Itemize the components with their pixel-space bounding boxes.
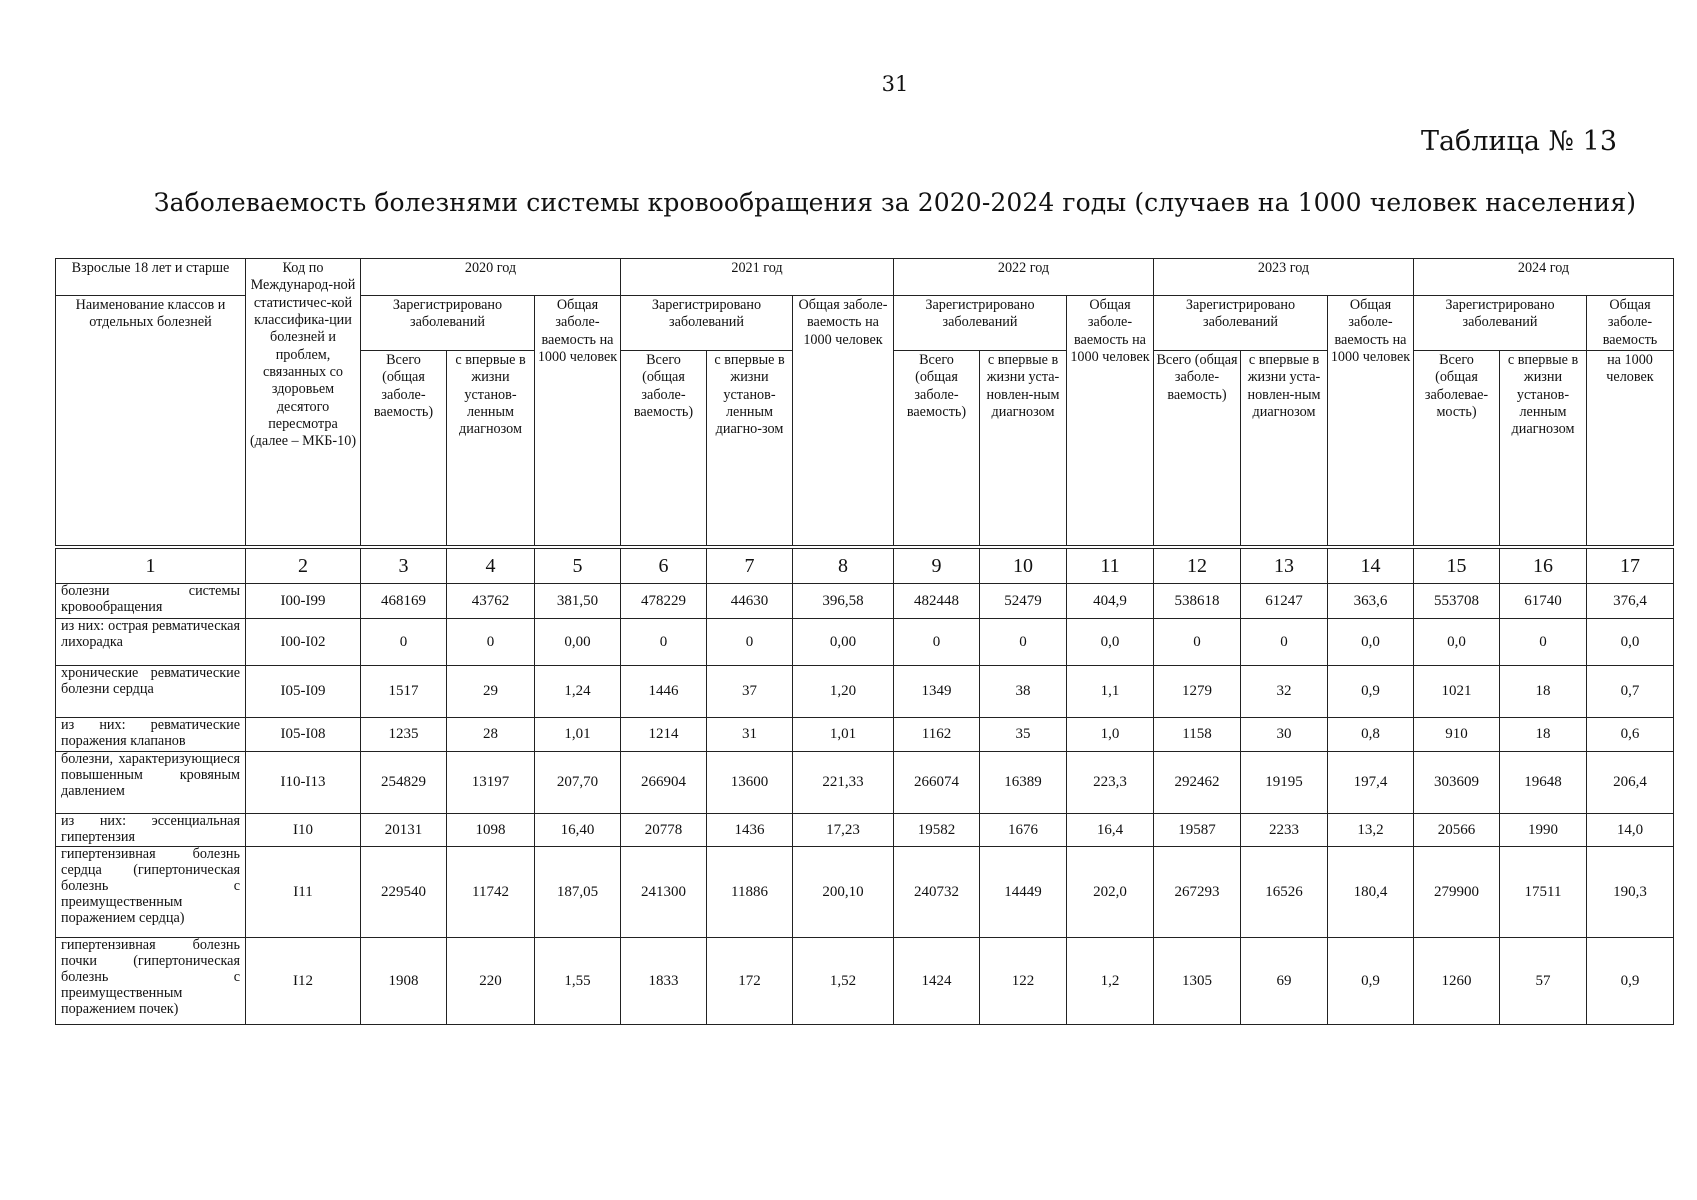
header-total: Всего (общая заболе-ваемость) bbox=[894, 350, 980, 545]
value-cell: 0 bbox=[707, 619, 793, 666]
value-cell: 52479 bbox=[980, 584, 1067, 619]
value-cell: 0,6 bbox=[1587, 718, 1674, 752]
table-row bbox=[56, 938, 1674, 1025]
value-cell: 478229 bbox=[621, 584, 707, 619]
value-cell: 13600 bbox=[707, 752, 793, 814]
column-number: 9 bbox=[894, 549, 980, 584]
value-cell: 1098 bbox=[447, 814, 535, 847]
value-cell: 31 bbox=[707, 718, 793, 752]
table-row bbox=[56, 847, 1674, 938]
value-cell: 16,40 bbox=[535, 814, 621, 847]
header-first: с впервые в жизни уста-новлен-ным диагнозом bbox=[980, 350, 1067, 545]
value-cell: 19195 bbox=[1241, 752, 1328, 814]
value-cell: 1214 bbox=[621, 718, 707, 752]
value-cell: 1349 bbox=[894, 666, 980, 718]
value-cell: 13,2 bbox=[1328, 814, 1414, 847]
value-cell: 206,4 bbox=[1587, 752, 1674, 814]
page-number: 31 bbox=[881, 72, 909, 96]
value-cell: 1235 bbox=[361, 718, 447, 752]
value-cell: 910 bbox=[1414, 718, 1500, 752]
value-cell: 553708 bbox=[1414, 584, 1500, 619]
value-cell: 29 bbox=[447, 666, 535, 718]
value-cell: 404,9 bbox=[1067, 584, 1154, 619]
header-total: Всего (общая заболе-ваемость) bbox=[361, 350, 447, 545]
value-cell: 0,9 bbox=[1328, 938, 1414, 1025]
value-cell: 61247 bbox=[1241, 584, 1328, 619]
disease-name-cell: болезни системы кровообращения bbox=[56, 584, 246, 619]
value-cell: 381,50 bbox=[535, 584, 621, 619]
value-cell: 38 bbox=[980, 666, 1067, 718]
header-first: с впервые в жизни установ-ленным диагно-зом bbox=[707, 350, 793, 545]
header-year-2021: 2021 год bbox=[621, 259, 894, 296]
value-cell: 1,55 bbox=[535, 938, 621, 1025]
value-cell: 44630 bbox=[707, 584, 793, 619]
value-cell: 200,10 bbox=[793, 847, 894, 938]
header-general-bottom: на 1000 человек bbox=[1587, 350, 1674, 545]
value-cell: 1424 bbox=[894, 938, 980, 1025]
value-cell: 0 bbox=[1241, 619, 1328, 666]
header-table bbox=[55, 258, 1674, 546]
disease-name-cell: из них: эссенциальная гипертензия bbox=[56, 814, 246, 847]
data-table bbox=[55, 548, 1674, 1025]
header-year-2023: 2023 год bbox=[1154, 259, 1414, 296]
header-general: Общая заболе-ваемость на 1000 человек bbox=[793, 296, 894, 546]
header-registered: Зарегистрировано заболеваний bbox=[1154, 296, 1328, 351]
header-year-2024: 2024 год bbox=[1414, 259, 1674, 296]
value-cell: 14,0 bbox=[1587, 814, 1674, 847]
value-cell: 30 bbox=[1241, 718, 1328, 752]
header-name: Наименование классов и отдельных болезней bbox=[56, 296, 246, 546]
value-cell: 468169 bbox=[361, 584, 447, 619]
value-cell: 18 bbox=[1500, 666, 1587, 718]
value-cell: 220 bbox=[447, 938, 535, 1025]
value-cell: 197,4 bbox=[1328, 752, 1414, 814]
header-total: Всего (общая заболе-ваемость) bbox=[621, 350, 707, 545]
disease-name-cell: из них: ревматические поражения клапанов bbox=[56, 718, 246, 752]
header-registered: Зарегистрировано заболеваний bbox=[361, 296, 535, 351]
icd-code-cell: I05-I08 bbox=[246, 718, 361, 752]
value-cell: 240732 bbox=[894, 847, 980, 938]
header-registered: Зарегистрировано заболеваний bbox=[621, 296, 793, 351]
value-cell: 1,01 bbox=[535, 718, 621, 752]
table-title: Заболеваемость болезнями системы кровообращения за 2020-2024 годы (случаев на 1000 человек населения) bbox=[153, 188, 1637, 217]
header-adults: Взрослые 18 лет и старше bbox=[56, 259, 246, 296]
value-cell: 241300 bbox=[621, 847, 707, 938]
header-total: Всего (общая заболе-ваемость) bbox=[1154, 350, 1241, 545]
icd-code-cell: I10 bbox=[246, 814, 361, 847]
value-cell: 13197 bbox=[447, 752, 535, 814]
value-cell: 35 bbox=[980, 718, 1067, 752]
header-general: Общая заболе-ваемость на 1000 человек bbox=[1067, 296, 1154, 546]
icd-code-cell: I11 bbox=[246, 847, 361, 938]
value-cell: 122 bbox=[980, 938, 1067, 1025]
table-row bbox=[56, 584, 1674, 619]
column-number: 1 bbox=[56, 549, 246, 584]
value-cell: 303609 bbox=[1414, 752, 1500, 814]
disease-name-cell: гипертензивная болезнь почки (гипертоническая болезнь с преимущественным поражением почек) bbox=[56, 938, 246, 1025]
value-cell: 20778 bbox=[621, 814, 707, 847]
value-cell: 221,33 bbox=[793, 752, 894, 814]
value-cell: 19582 bbox=[894, 814, 980, 847]
value-cell: 180,4 bbox=[1328, 847, 1414, 938]
value-cell: 190,3 bbox=[1587, 847, 1674, 938]
value-cell: 363,6 bbox=[1328, 584, 1414, 619]
table-row bbox=[56, 619, 1674, 666]
value-cell: 482448 bbox=[894, 584, 980, 619]
value-cell: 69 bbox=[1241, 938, 1328, 1025]
header-first: с впервые в жизни установ-ленным диагнозом bbox=[447, 350, 535, 545]
value-cell: 11742 bbox=[447, 847, 535, 938]
value-cell: 20131 bbox=[361, 814, 447, 847]
value-cell: 279900 bbox=[1414, 847, 1500, 938]
value-cell: 17,23 bbox=[793, 814, 894, 847]
header-registered: Зарегистрировано заболеваний bbox=[1414, 296, 1587, 351]
table-row bbox=[56, 666, 1674, 718]
column-number: 3 bbox=[361, 549, 447, 584]
value-cell: 1021 bbox=[1414, 666, 1500, 718]
value-cell: 1990 bbox=[1500, 814, 1587, 847]
value-cell: 0,0 bbox=[1067, 619, 1154, 666]
value-cell: 1517 bbox=[361, 666, 447, 718]
value-cell: 1,52 bbox=[793, 938, 894, 1025]
value-cell: 1162 bbox=[894, 718, 980, 752]
value-cell: 0 bbox=[980, 619, 1067, 666]
column-number: 8 bbox=[793, 549, 894, 584]
icd-code-cell: I05-I09 bbox=[246, 666, 361, 718]
value-cell: 0,00 bbox=[793, 619, 894, 666]
value-cell: 396,58 bbox=[793, 584, 894, 619]
value-cell: 1,24 bbox=[535, 666, 621, 718]
column-number: 14 bbox=[1328, 549, 1414, 584]
table-row bbox=[56, 718, 1674, 752]
value-cell: 267293 bbox=[1154, 847, 1241, 938]
value-cell: 1,1 bbox=[1067, 666, 1154, 718]
icd-code-cell: I00-I02 bbox=[246, 619, 361, 666]
value-cell: 254829 bbox=[361, 752, 447, 814]
value-cell: 266904 bbox=[621, 752, 707, 814]
disease-name-cell: гипертензивная болезнь сердца (гипертоническая болезнь с преимущественным поражением сердца) bbox=[56, 847, 246, 938]
header-general: Общая заболе-ваемость на 1000 человек bbox=[535, 296, 621, 546]
disease-name-cell: болезни, характеризующиеся повышенным кровяным давлением bbox=[56, 752, 246, 814]
value-cell: 43762 bbox=[447, 584, 535, 619]
value-cell: 229540 bbox=[361, 847, 447, 938]
value-cell: 0,9 bbox=[1328, 666, 1414, 718]
column-number: 11 bbox=[1067, 549, 1154, 584]
value-cell: 0 bbox=[1154, 619, 1241, 666]
icd-code-cell: I00-I99 bbox=[246, 584, 361, 619]
value-cell: 1305 bbox=[1154, 938, 1241, 1025]
value-cell: 0,00 bbox=[535, 619, 621, 666]
header-general: Общая заболе-ваемость на 1000 человек bbox=[1328, 296, 1414, 546]
header-year-2022: 2022 год bbox=[894, 259, 1154, 296]
value-cell: 1676 bbox=[980, 814, 1067, 847]
value-cell: 0 bbox=[621, 619, 707, 666]
value-cell: 1260 bbox=[1414, 938, 1500, 1025]
value-cell: 16526 bbox=[1241, 847, 1328, 938]
value-cell: 1158 bbox=[1154, 718, 1241, 752]
header-first: с впервые в жизни установ-ленным диагнозом bbox=[1500, 350, 1587, 545]
value-cell: 266074 bbox=[894, 752, 980, 814]
icd-code-cell: I12 bbox=[246, 938, 361, 1025]
header-first: с впервые в жизни уста-новлен-ным диагнозом bbox=[1241, 350, 1328, 545]
column-number-row bbox=[56, 549, 1674, 584]
value-cell: 376,4 bbox=[1587, 584, 1674, 619]
value-cell: 37 bbox=[707, 666, 793, 718]
disease-name-cell: хронические ревматические болезни сердца bbox=[56, 666, 246, 718]
column-number: 12 bbox=[1154, 549, 1241, 584]
value-cell: 187,05 bbox=[535, 847, 621, 938]
value-cell: 16389 bbox=[980, 752, 1067, 814]
header-registered: Зарегистрировано заболеваний bbox=[894, 296, 1067, 351]
header-year-2020: 2020 год bbox=[361, 259, 621, 296]
column-number: 13 bbox=[1241, 549, 1328, 584]
value-cell: 0,0 bbox=[1414, 619, 1500, 666]
value-cell: 0 bbox=[361, 619, 447, 666]
value-cell: 202,0 bbox=[1067, 847, 1154, 938]
value-cell: 0 bbox=[894, 619, 980, 666]
icd-code-cell: I10-I13 bbox=[246, 752, 361, 814]
value-cell: 0 bbox=[1500, 619, 1587, 666]
header-general-top: Общая заболе-ваемость bbox=[1587, 296, 1674, 351]
value-cell: 1,20 bbox=[793, 666, 894, 718]
value-cell: 0,7 bbox=[1587, 666, 1674, 718]
value-cell: 1,2 bbox=[1067, 938, 1154, 1025]
value-cell: 0,0 bbox=[1587, 619, 1674, 666]
column-number: 2 bbox=[246, 549, 361, 584]
header-total: Всего (общая заболевае-мость) bbox=[1414, 350, 1500, 545]
value-cell: 1833 bbox=[621, 938, 707, 1025]
value-cell: 19648 bbox=[1500, 752, 1587, 814]
value-cell: 0,0 bbox=[1328, 619, 1414, 666]
value-cell: 292462 bbox=[1154, 752, 1241, 814]
value-cell: 1908 bbox=[361, 938, 447, 1025]
value-cell: 223,3 bbox=[1067, 752, 1154, 814]
value-cell: 18 bbox=[1500, 718, 1587, 752]
column-number: 7 bbox=[707, 549, 793, 584]
value-cell: 19587 bbox=[1154, 814, 1241, 847]
value-cell: 11886 bbox=[707, 847, 793, 938]
value-cell: 538618 bbox=[1154, 584, 1241, 619]
column-number: 15 bbox=[1414, 549, 1500, 584]
value-cell: 207,70 bbox=[535, 752, 621, 814]
value-cell: 16,4 bbox=[1067, 814, 1154, 847]
value-cell: 32 bbox=[1241, 666, 1328, 718]
value-cell: 2233 bbox=[1241, 814, 1328, 847]
column-number: 17 bbox=[1587, 549, 1674, 584]
column-number: 16 bbox=[1500, 549, 1587, 584]
value-cell: 0,8 bbox=[1328, 718, 1414, 752]
value-cell: 1436 bbox=[707, 814, 793, 847]
value-cell: 0 bbox=[447, 619, 535, 666]
column-number: 5 bbox=[535, 549, 621, 584]
column-number: 4 bbox=[447, 549, 535, 584]
value-cell: 17511 bbox=[1500, 847, 1587, 938]
table-row bbox=[56, 814, 1674, 847]
value-cell: 0,9 bbox=[1587, 938, 1674, 1025]
value-cell: 1446 bbox=[621, 666, 707, 718]
column-number: 6 bbox=[621, 549, 707, 584]
table-row bbox=[56, 752, 1674, 814]
disease-name-cell: из них: острая ревматическая лихорадка bbox=[56, 619, 246, 666]
column-number: 10 bbox=[980, 549, 1067, 584]
value-cell: 57 bbox=[1500, 938, 1587, 1025]
value-cell: 1,01 bbox=[793, 718, 894, 752]
value-cell: 172 bbox=[707, 938, 793, 1025]
value-cell: 61740 bbox=[1500, 584, 1587, 619]
value-cell: 28 bbox=[447, 718, 535, 752]
value-cell: 14449 bbox=[980, 847, 1067, 938]
value-cell: 1279 bbox=[1154, 666, 1241, 718]
value-cell: 20566 bbox=[1414, 814, 1500, 847]
value-cell: 1,0 bbox=[1067, 718, 1154, 752]
table-label: Таблица № 13 bbox=[1420, 126, 1617, 157]
header-code: Код по Международ-ной статистичес-кой классифика-ции болезней и проблем, связанных со здоровьем десятого пересмотра (далее – МКБ-10) bbox=[246, 259, 361, 546]
